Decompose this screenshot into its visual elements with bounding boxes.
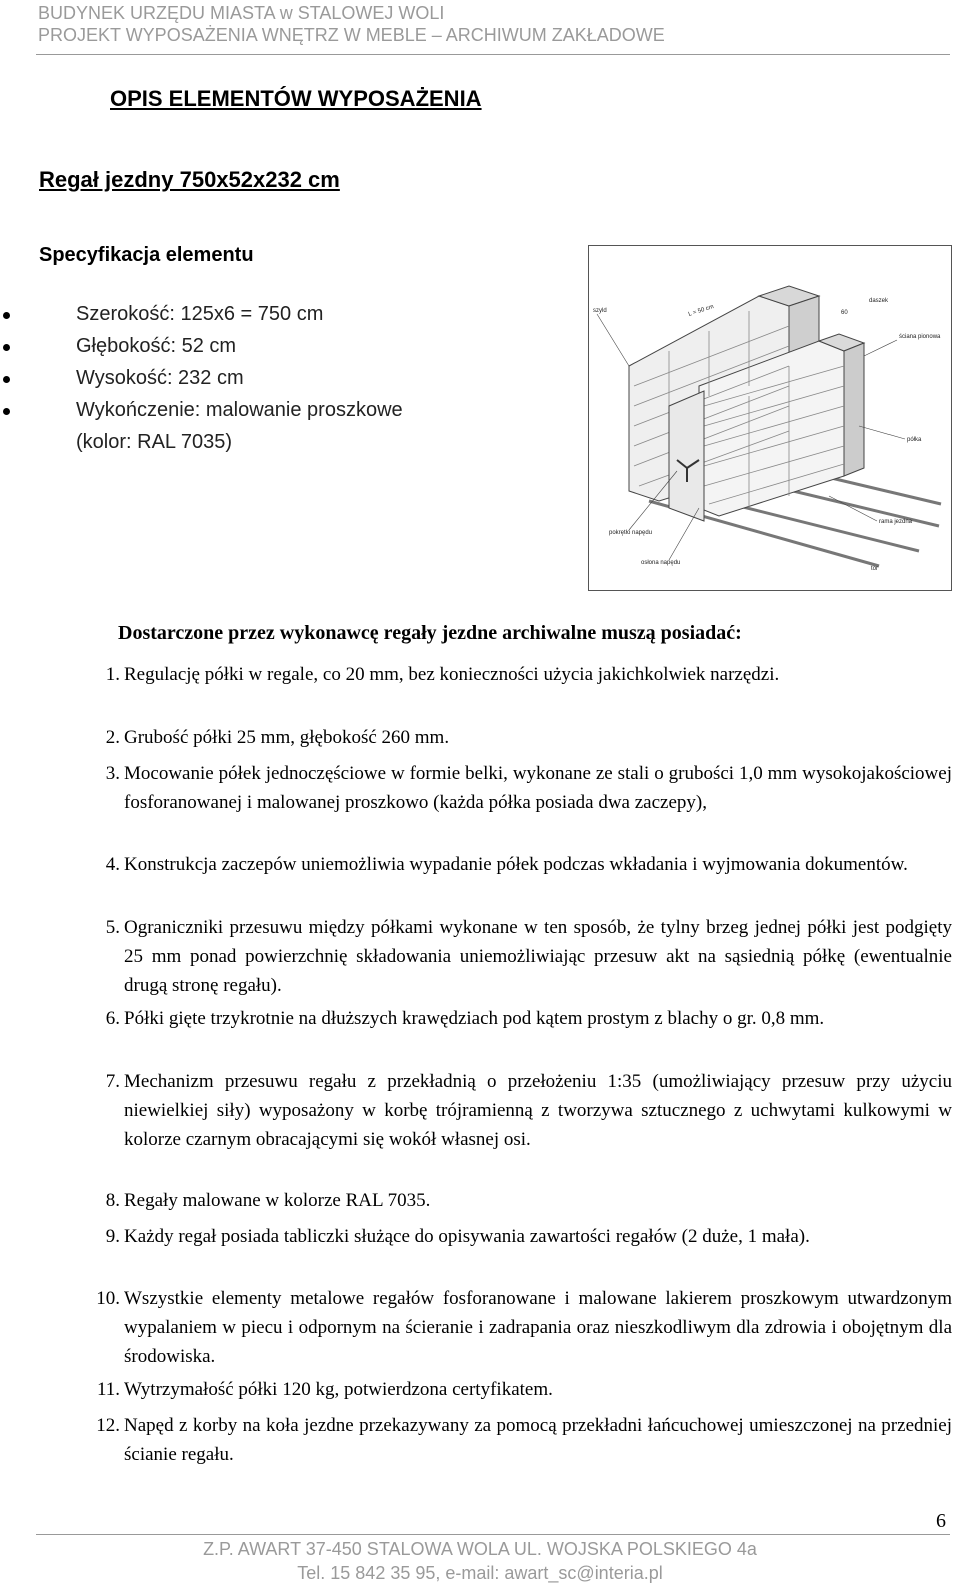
spec-item-text: Wykończenie: malowanie proszkowe (kolor: RAL 7035) [76,399,403,453]
requirement-number: 10. [96,1288,120,1309]
footer-line-1: Z.P. AWART 37-450 STALOWA WOLA UL. WOJSKA POLSKIEGO 4a [203,1539,757,1559]
requirement-text: Każdy regał posiada tabliczki służące do opisywania zawartości regałów (2 duże, 1 mała). [124,1226,810,1247]
requirement-number: 11. [96,1379,120,1400]
requirement-number: 5. [105,917,120,938]
requirement-number: 6. [105,1008,120,1029]
spec-item-text: Szerokość: 125x6 = 750 cm [76,303,324,325]
spec-item [0,298,420,330]
spec-item [0,394,420,458]
spec-heading: Specyfikacja elementu [39,244,254,266]
label-szyld: szyld [593,308,607,314]
requirement-text: Mocowanie półek jednoczęściowe w formie belki, wykonane ze stali o grubości 1,0 mm wysokojakościowej fosforanowanej i malowanej proszkowo (każda półka posiada dwa zaczepy), [124,763,952,813]
spec-item [0,330,420,362]
header-line-2: PROJEKT WYPOSAŻENIA WNĘTRZ W MEBLE – ARCHIWUM ZAKŁADOWE [38,25,665,45]
label-width: 60 [841,310,848,316]
label-oslona: osłona napędu [641,560,681,566]
requirement-text: Napęd z korby na koła jezdne przekazywany za pomocą przekładni łańcuchowej umieszczonej na przedniej ścianie regału. [124,1415,952,1465]
page-number: 6 [936,1510,946,1532]
requirement-text: Ograniczniki przesuwu między półkami wykonane w ten sposób, że tylny brzeg jednej półki jest podgięty 25 mm ponad powierzchnię składowania uniemożliwiając przesuw akt na sąsiednią półkę (ewentualnie drugą stronę regału). [124,917,952,996]
requirement-number: 3. [105,763,120,784]
requirement-number: 9. [105,1226,120,1247]
shelving-diagram [588,245,952,591]
page-header [38,2,665,46]
requirement-number: 1. [105,664,120,685]
spec-item-text: Wysokość: 232 cm [76,367,244,389]
bullet-icon [3,376,10,383]
bullet-icon [3,344,10,351]
label-dim: L = 50 cm [687,304,715,318]
front-end-panel [669,391,704,521]
requirement-number: 4. [105,854,120,875]
requirement-text: Konstrukcja zaczepów uniemożliwia wypadanie półek podczas wkładania i wyjmowania dokumentów. [124,854,908,875]
label-polka: półka [907,437,922,443]
header-divider [36,54,950,55]
page-footer [0,1537,960,1585]
bullet-icon [3,408,10,415]
requirement-text: Wytrzymałość półki 120 kg, potwierdzona certyfikatem. [124,1379,553,1400]
spec-item-text: Głębokość: 52 cm [76,335,237,357]
footer-line-2: Tel. 15 842 35 95, e-mail: awart_sc@interia.pl [297,1563,663,1583]
requirement-text: Regulację półki w regale, co 20 mm, bez konieczności użycia jakichkolwiek narzędzi. [124,664,780,685]
label-sciana: ściana pionowa [899,334,941,340]
requirement-number: 8. [105,1190,120,1211]
requirement-number: 2. [105,727,120,748]
spec-item [0,362,420,394]
label-rama: rama jezdna [879,519,913,525]
requirement-text: Wszystkie elementy metalowe regałów fosforanowane i malowane lakierem proszkowym utwardzonym wypalaniem w piecu i odpornym na ścieranie i zadrapania oraz nieszkodliwym dla zdrowia i obojętnym dla środowiska. [124,1288,952,1367]
item-title: Regał jezdny 750x52x232 cm [39,167,340,192]
requirements-heading: Dostarczone przez wykonawcę regały jezdne archiwalne muszą posiadać: [118,622,742,644]
label-pokretlo: pokrętło napędu [609,530,653,536]
document-title: OPIS ELEMENTÓW WYPOSAŻENIA [110,86,482,111]
requirement-text: Mechanizm przesuwu regału z przekładnią o przełożeniu 1:35 (umożliwiający przesuw przy użyciu niewielkiej siły) wyposażony w korbę trójramienną z tworzywa sztucznego z uchwytami kulkowymi w kolorze czarnym obracającymi się wokół własnej osi. [124,1071,952,1150]
bullet-icon [3,312,10,319]
shelving-units [629,286,864,516]
requirement-text: Regały malowane w kolorze RAL 7035. [124,1190,431,1211]
spec-list [0,298,420,458]
footer-divider [36,1534,950,1535]
requirement-text: Półki gięte trzykrotnie na dłuższych krawędziach pod kątem prostym z blachy o gr. 0,8 mm. [124,1008,825,1029]
label-daszek: daszek [869,298,889,304]
requirement-text: Grubość półki 25 mm, głębokość 260 mm. [124,727,450,748]
header-line-1: BUDYNEK URZĘDU MIASTA w STALOWEJ WOLI [38,3,445,23]
label-tor: tor [871,566,879,572]
mobile-shelving-illustration [589,246,951,590]
requirement-number: 7. [105,1071,120,1092]
requirement-number: 12. [96,1415,120,1436]
